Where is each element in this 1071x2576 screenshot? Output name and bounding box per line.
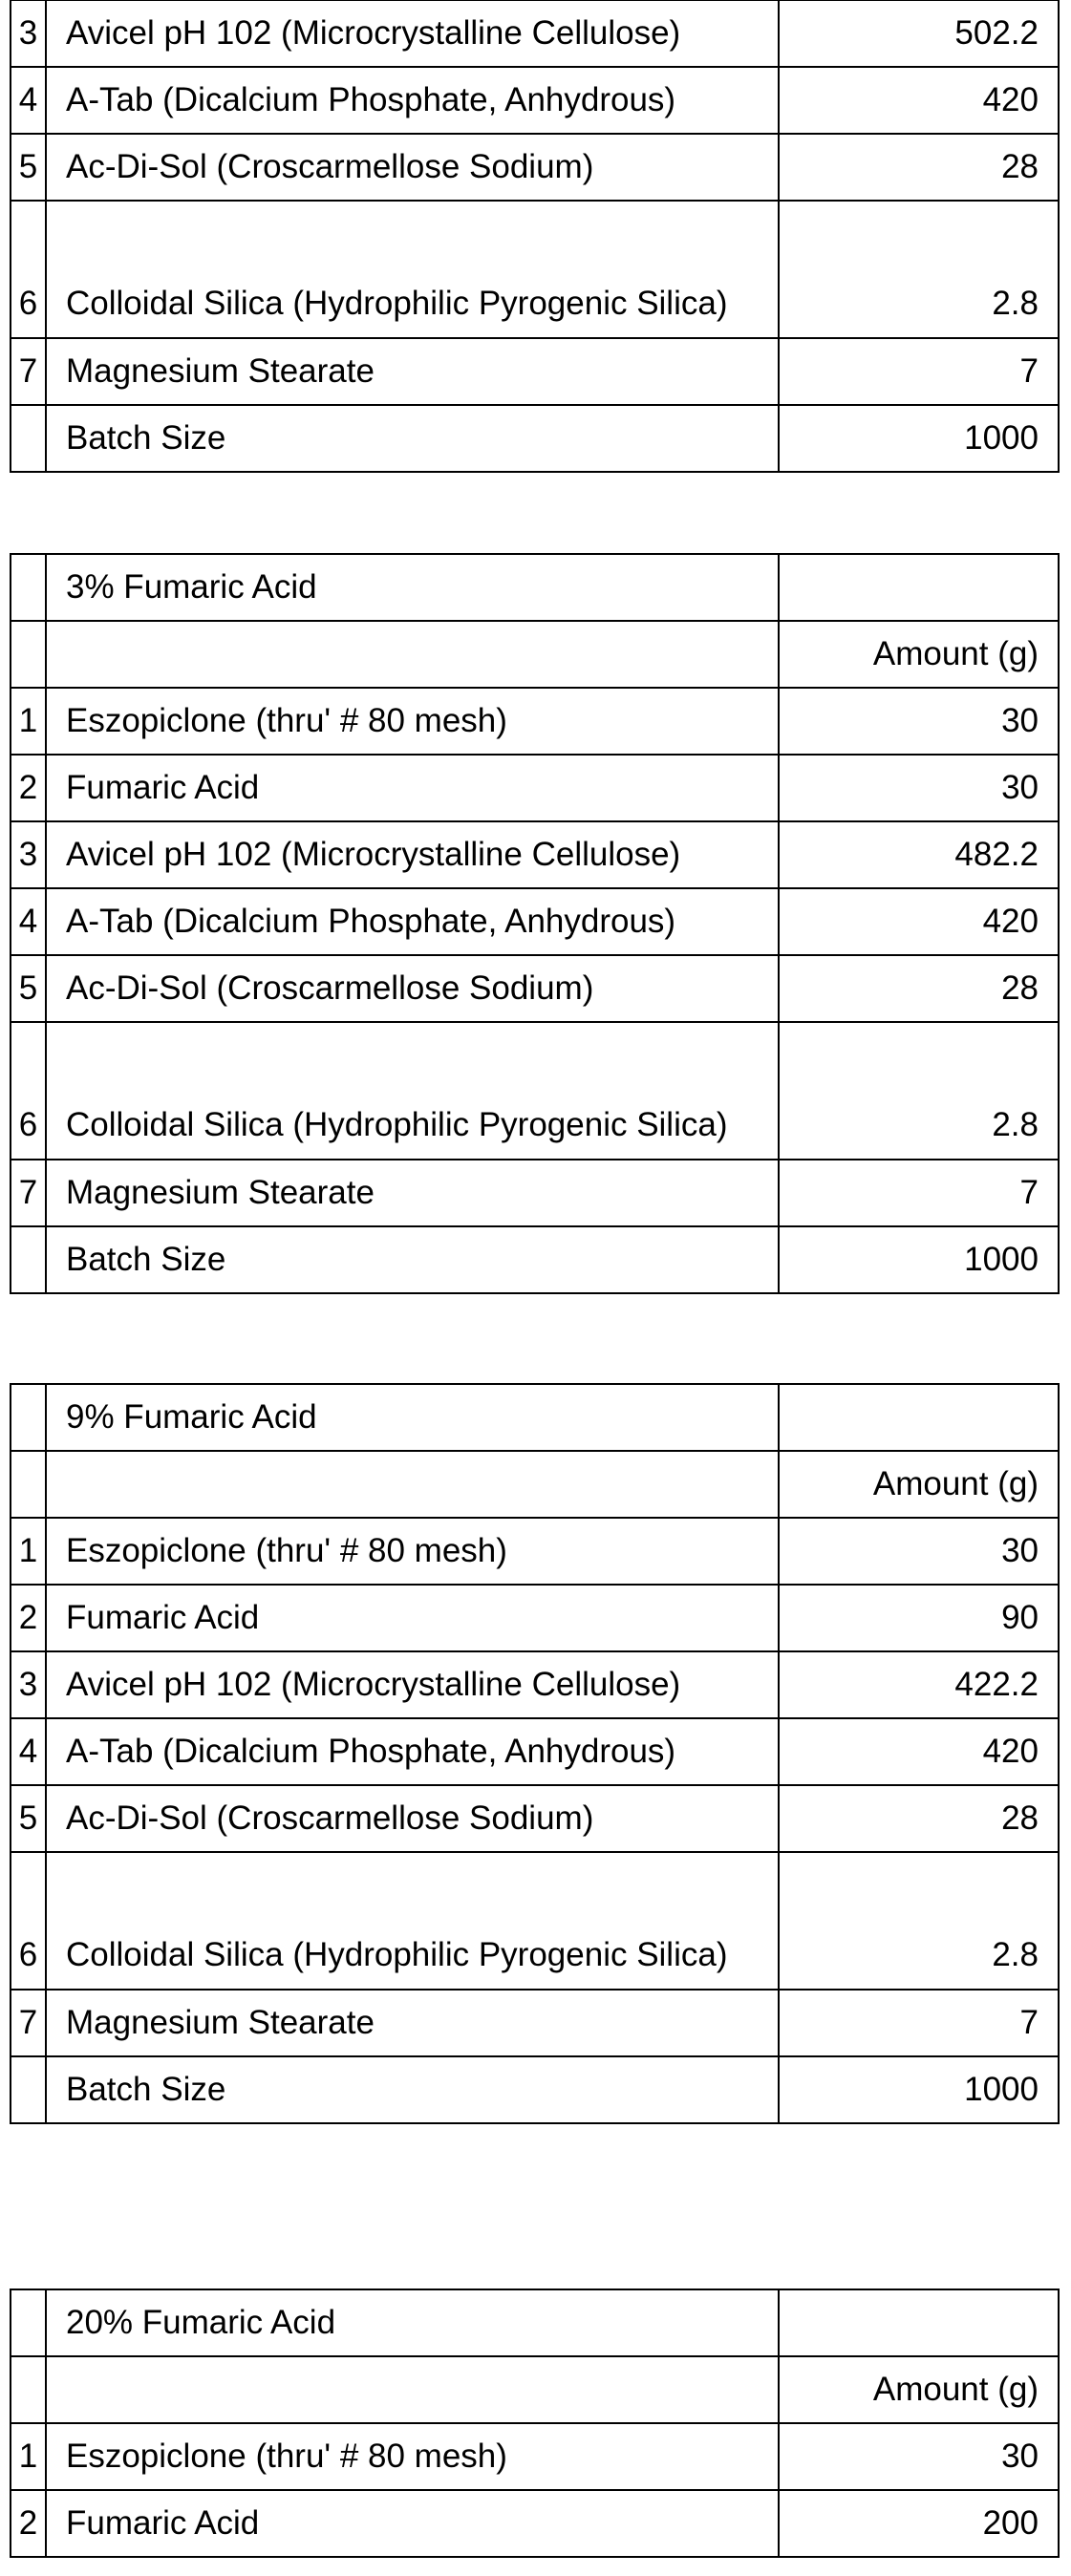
row-number: 1: [11, 688, 46, 755]
table-row: [11, 0, 1059, 67]
table-row: [11, 1651, 1059, 1718]
empty-cell: [11, 2356, 46, 2423]
empty-cell: [11, 2289, 46, 2356]
table-title: 9% Fumaric Acid: [46, 1384, 779, 1451]
batch-size-row: [11, 2056, 1059, 2123]
row-number: 3: [11, 0, 46, 67]
ingredient-name: Colloidal Silica (Hydrophilic Pyrogenic Silica): [46, 1852, 779, 1990]
ingredient-name: Magnesium Stearate: [46, 338, 779, 405]
table-title-row: [11, 2289, 1059, 2356]
table-row: [11, 1585, 1059, 1651]
row-number: 6: [11, 1022, 46, 1160]
ingredient-amount: 30: [779, 755, 1059, 821]
table-title: 3% Fumaric Acid: [46, 554, 779, 621]
empty-cell: [46, 2356, 779, 2423]
ingredient-amount: 30: [779, 1518, 1059, 1585]
empty-cell: [11, 554, 46, 621]
empty-cell: [779, 554, 1059, 621]
table-row: [11, 67, 1059, 134]
empty-cell: [46, 621, 779, 688]
row-number: 3: [11, 1651, 46, 1718]
row-number: 4: [11, 67, 46, 134]
row-number: 4: [11, 888, 46, 955]
table-row: [11, 2423, 1059, 2490]
row-number: 4: [11, 1718, 46, 1785]
empty-cell: [779, 2289, 1059, 2356]
ingredient-amount: 30: [779, 688, 1059, 755]
ingredient-amount: 482.2: [779, 821, 1059, 888]
ingredient-amount: 28: [779, 1785, 1059, 1852]
amount-column-header: Amount (g): [779, 2356, 1059, 2423]
amount-column-header: Amount (g): [779, 1451, 1059, 1518]
row-number: [11, 2056, 46, 2123]
ingredient-amount: 200: [779, 2490, 1059, 2557]
ingredient-name: Colloidal Silica (Hydrophilic Pyrogenic Silica): [46, 1022, 779, 1160]
row-number: 7: [11, 338, 46, 405]
table-row: [11, 134, 1059, 201]
row-number: [11, 1226, 46, 1293]
row-number: 5: [11, 1785, 46, 1852]
ingredient-name: Batch Size: [46, 2056, 779, 2123]
table-title: 20% Fumaric Acid: [46, 2289, 779, 2356]
table-row: [11, 888, 1059, 955]
ingredient-name: Ac-Di-Sol (Croscarmellose Sodium): [46, 1785, 779, 1852]
row-number: 1: [11, 1518, 46, 1585]
ingredient-name: Ac-Di-Sol (Croscarmellose Sodium): [46, 955, 779, 1022]
table-title-row: [11, 554, 1059, 621]
ingredient-amount: 7: [779, 1160, 1059, 1226]
table-header-row: [11, 2356, 1059, 2423]
ingredient-amount: 420: [779, 67, 1059, 134]
ingredient-amount: 90: [779, 1585, 1059, 1651]
row-number: 3: [11, 821, 46, 888]
ingredient-name: Eszopiclone (thru' # 80 mesh): [46, 2423, 779, 2490]
table-row: [11, 1718, 1059, 1785]
ingredient-name: Avicel pH 102 (Microcrystalline Cellulose): [46, 0, 779, 67]
empty-cell: [46, 1451, 779, 1518]
table-row: [11, 821, 1059, 888]
table-row: [11, 1518, 1059, 1585]
ingredient-amount: 7: [779, 1990, 1059, 2056]
formulation-table-20-percent: [10, 2289, 1060, 2558]
table-header-row: [11, 1451, 1059, 1518]
ingredient-amount: 2.8: [779, 1022, 1059, 1160]
ingredient-name: Eszopiclone (thru' # 80 mesh): [46, 1518, 779, 1585]
ingredient-amount: 1000: [779, 1226, 1059, 1293]
ingredient-name: Batch Size: [46, 405, 779, 472]
ingredient-name: Avicel pH 102 (Microcrystalline Cellulose): [46, 821, 779, 888]
row-number: 5: [11, 955, 46, 1022]
table-row: [11, 1160, 1059, 1226]
ingredient-name: Ac-Di-Sol (Croscarmellose Sodium): [46, 134, 779, 201]
amount-column-header: Amount (g): [779, 621, 1059, 688]
ingredient-amount: 2.8: [779, 201, 1059, 338]
ingredient-amount: 1000: [779, 2056, 1059, 2123]
ingredient-name: Fumaric Acid: [46, 755, 779, 821]
ingredient-name: Eszopiclone (thru' # 80 mesh): [46, 688, 779, 755]
ingredient-amount: 28: [779, 134, 1059, 201]
ingredient-name: A-Tab (Dicalcium Phosphate, Anhydrous): [46, 888, 779, 955]
ingredient-amount: 30: [779, 2423, 1059, 2490]
ingredient-amount: 422.2: [779, 1651, 1059, 1718]
ingredient-name: Avicel pH 102 (Microcrystalline Cellulose): [46, 1651, 779, 1718]
table-row: [11, 2490, 1059, 2557]
table-row: [11, 755, 1059, 821]
table-title-row: [11, 1384, 1059, 1451]
ingredient-amount: 7: [779, 338, 1059, 405]
row-number: 7: [11, 1160, 46, 1226]
table-row: [11, 955, 1059, 1022]
batch-size-row: [11, 405, 1059, 472]
row-number: 6: [11, 201, 46, 338]
row-number: 6: [11, 1852, 46, 1990]
table-row: [11, 201, 1059, 338]
row-number: 2: [11, 755, 46, 821]
table-row: [11, 1022, 1059, 1160]
ingredient-name: Batch Size: [46, 1226, 779, 1293]
empty-cell: [11, 621, 46, 688]
ingredient-name: Magnesium Stearate: [46, 1160, 779, 1226]
table-row: [11, 338, 1059, 405]
ingredient-name: Colloidal Silica (Hydrophilic Pyrogenic Silica): [46, 201, 779, 338]
ingredient-amount: 1000: [779, 405, 1059, 472]
ingredient-amount: 2.8: [779, 1852, 1059, 1990]
ingredient-amount: 420: [779, 888, 1059, 955]
empty-cell: [11, 1451, 46, 1518]
row-number: 2: [11, 2490, 46, 2557]
row-number: 5: [11, 134, 46, 201]
row-number: 1: [11, 2423, 46, 2490]
ingredient-amount: 28: [779, 955, 1059, 1022]
row-number: 7: [11, 1990, 46, 2056]
ingredient-name: Fumaric Acid: [46, 1585, 779, 1651]
table-row: [11, 1990, 1059, 2056]
row-number: 2: [11, 1585, 46, 1651]
formulation-table-9-percent: [10, 1383, 1060, 2124]
empty-cell: [11, 1384, 46, 1451]
table-row: [11, 688, 1059, 755]
ingredient-name: Fumaric Acid: [46, 2490, 779, 2557]
formulation-table-continued: [10, 0, 1060, 473]
table-header-row: [11, 621, 1059, 688]
ingredient-amount: 502.2: [779, 0, 1059, 67]
formulation-table-3-percent: [10, 553, 1060, 1294]
row-number: [11, 405, 46, 472]
ingredient-amount: 420: [779, 1718, 1059, 1785]
table-row: [11, 1852, 1059, 1990]
empty-cell: [779, 1384, 1059, 1451]
ingredient-name: A-Tab (Dicalcium Phosphate, Anhydrous): [46, 67, 779, 134]
table-row: [11, 1785, 1059, 1852]
ingredient-name: A-Tab (Dicalcium Phosphate, Anhydrous): [46, 1718, 779, 1785]
batch-size-row: [11, 1226, 1059, 1293]
ingredient-name: Magnesium Stearate: [46, 1990, 779, 2056]
